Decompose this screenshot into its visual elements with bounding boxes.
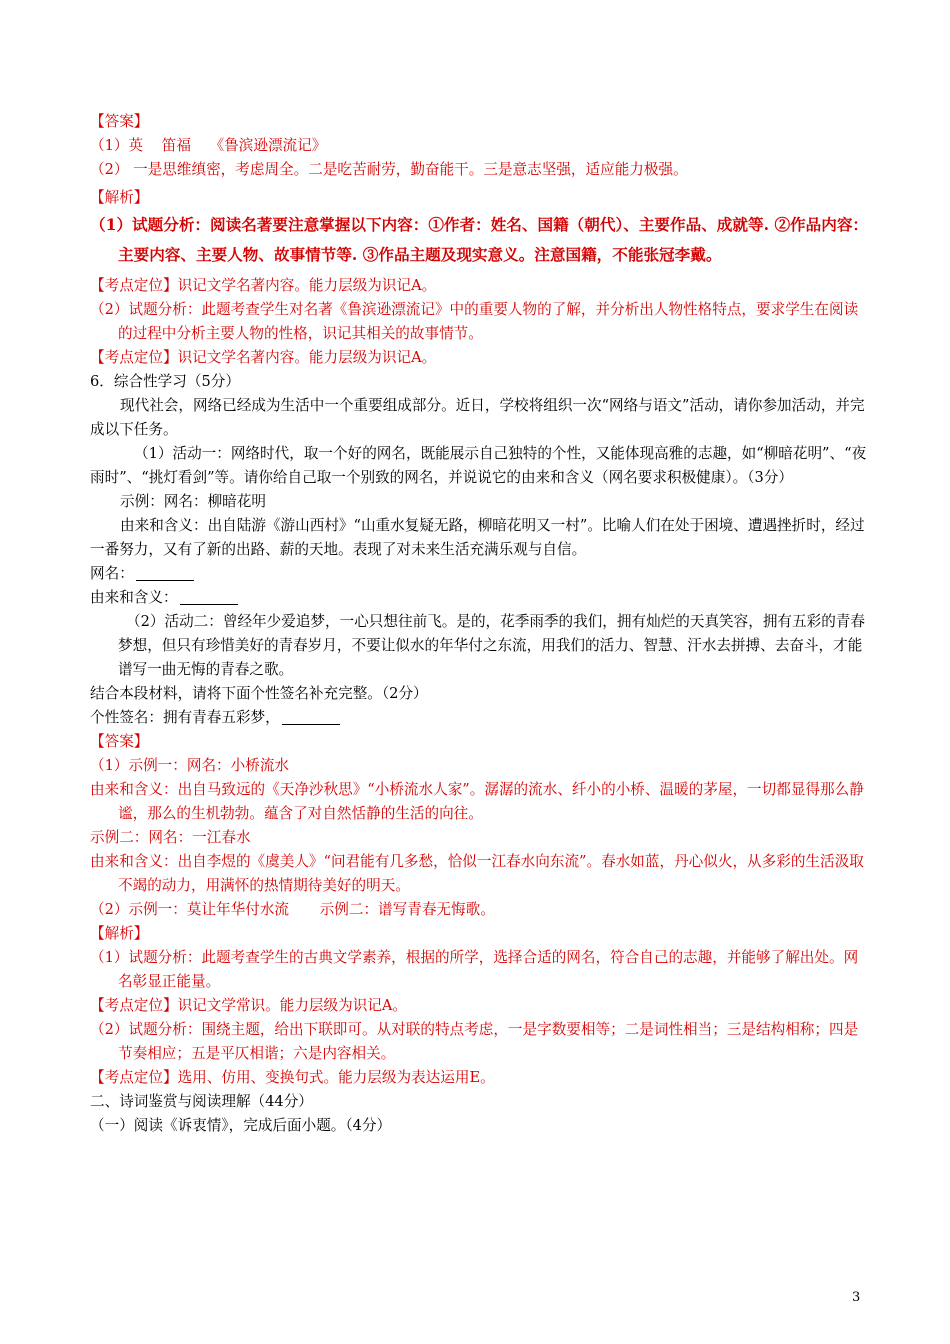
q5-answer-1-work: 《鲁滨逊漂流记》	[209, 137, 327, 154]
q6-example-meaning: 由来和含义：出自陆游《游山西村》“山重水复疑无路，柳暗花明又一村”。比喻人们在处于困境、遭遇挫折时，经过一番努力，又有了新的出路、薪的天地。表现了对未来生活充满乐观与自信。	[90, 517, 865, 558]
q5-point-2-text: 识记文学名著内容。能力层级为识记A。	[177, 349, 437, 366]
q6-point-1-heading: 【考点定位】	[90, 997, 178, 1014]
q5-point-1	[90, 274, 870, 298]
q6-meaning-label: 由来和含义：	[90, 589, 178, 606]
page-number: 3	[852, 1290, 861, 1305]
q6-answer-heading: 【答案】	[90, 733, 149, 750]
page-content	[90, 110, 870, 1138]
q6-answer-example-1: （1）示例一：网名：小桥流水	[90, 757, 290, 774]
q5-answer-heading: 【答案】	[90, 113, 149, 130]
q6-activity-1: （1）活动一：网络时代，取一个好的网名，既能展示自己独特的个性，又能体现高雅的志趣，如“柳暗花明”、“夜雨时”、“挑灯看剑”等。请你给自己取一个别致的网名，并说说它的由来和含义（网名要求积极健康）。（3分）	[90, 445, 867, 486]
q5-analysis-1: （1）试题分析：阅读名著要注意掌握以下内容：①作者：姓名、国籍（朝代）、主要作品、成就等. ②作品内容：主要内容、主要人物、故事情节等. ③作品主题及现实意义。注意国籍，不能张冠李戴。	[90, 215, 869, 264]
q6-answer-2-example-2: 示例二：谱写青春无悔歌。	[319, 901, 495, 918]
q6-title: 6．综合性学习（5分）	[90, 373, 240, 390]
section-2-subtitle: （一）阅读《诉衷情》，完成后面小题。（4分）	[90, 1117, 392, 1134]
q6-answer-example-2-meaning: 由来和含义：出自李煜的《虞美人》“问君能有几多愁，恰似一江春水向东流”。春水如蓝，丹心似火，从多彩的生活汲取不竭的动力，用满怀的热情期待美好的明天。	[90, 853, 864, 894]
section-2-title: 二、诗词鉴赏与阅读理解（44分）	[90, 1093, 313, 1110]
q6-answer-example-1-meaning: 由来和含义：出自马致远的《天净沙秋思》“小桥流水人家”。潺潺的流水、纤小的小桥、温暖的茅屋，一切都显得那么静谧，那么的生机勃勃。蕴含了对自然恬静的生活的向往。	[90, 781, 864, 822]
q6-signature-line	[90, 706, 870, 730]
q5-point-2-heading: 【考点定位】	[90, 349, 178, 366]
q6-meaning-line	[90, 586, 870, 610]
q6-signature-label: 个性签名：拥有青春五彩梦，	[90, 709, 280, 726]
q5-analysis-2: （2）试题分析：此题考查学生对名著《鲁滨逊漂流记》中的重要人物的了解，并分析出人物性格特点，要求学生在阅读的过程中分析主要人物的性格，识记其相关的故事情节。	[90, 301, 859, 342]
q5-answer-1-country: （1）英	[90, 137, 144, 154]
q5-point-2	[90, 346, 870, 370]
q5-answer-1	[90, 134, 870, 158]
q6-point-1	[90, 994, 870, 1018]
q6-analysis-2: （2）试题分析：围绕主题，给出下联即可。从对联的特点考虑，一是字数要相等；二是词性相当；三是结构相称；四是节奏相应；五是平仄相谐；六是内容相关。	[90, 1021, 859, 1062]
q5-point-1-text: 识记文学名著内容。能力层级为识记A。	[177, 277, 437, 294]
q6-example: 示例：网名：柳暗花明	[120, 493, 266, 510]
q6-answer-2	[90, 898, 870, 922]
q6-activity-2: （2）活动二：曾经年少爱追梦，一心只想往前飞。是的，花季雨季的我们，拥有灿烂的天真笑容，拥有五彩的青春梦想，但只有珍惜美好的青春岁月，不要让似水的年华付之东流，用我们的活力、智慧、汗水去拼搏、去奋斗，才能谱写一曲无悔的青春之歌。	[118, 613, 865, 678]
q6-signature-blank[interactable]	[282, 708, 340, 725]
q5-analysis-heading: 【解析】	[90, 189, 149, 206]
q6-point-1-text: 识记文学常识。能力层级为识记A。	[177, 997, 408, 1014]
q6-point-2-text: 选用、仿用、变换句式。能力层级为表达运用E。	[177, 1069, 495, 1086]
q6-analysis-1: （1）试题分析：此题考查学生的古典文学素养，根据的所学，选择合适的网名，符合自己的志趣，并能够了解出处。网名彰显正能量。	[90, 949, 859, 990]
q6-netname-line	[90, 562, 870, 586]
q5-answer-2: （2） 一是思维缜密，考虑周全。二是吃苦耐劳，勤奋能干。三是意志坚强，适应能力极强。	[90, 161, 688, 178]
q6-intro: 现代社会，网络已经成为生活中一个重要组成部分。近日，学校将组织一次“网络与语文”活动，请你参加活动，并完成以下任务。	[90, 397, 865, 438]
q6-analysis-heading: 【解析】	[90, 925, 149, 942]
q6-point-2-heading: 【考点定位】	[90, 1069, 178, 1086]
q6-point-2	[90, 1066, 870, 1090]
q6-meaning-blank[interactable]	[180, 588, 238, 605]
q6-answer-2-example-1: （2）示例一：莫让年华付水流	[90, 901, 290, 918]
q6-activity-2-task: 结合本段材料，请将下面个性签名补充完整。（2分）	[90, 685, 428, 702]
q6-netname-blank[interactable]	[136, 564, 194, 581]
q6-answer-example-2: 示例二：网名：一江春水	[90, 829, 251, 846]
q5-answer-1-author: 笛福	[161, 137, 191, 154]
q6-netname-label: 网名：	[90, 565, 134, 582]
q5-point-1-heading: 【考点定位】	[90, 277, 178, 294]
